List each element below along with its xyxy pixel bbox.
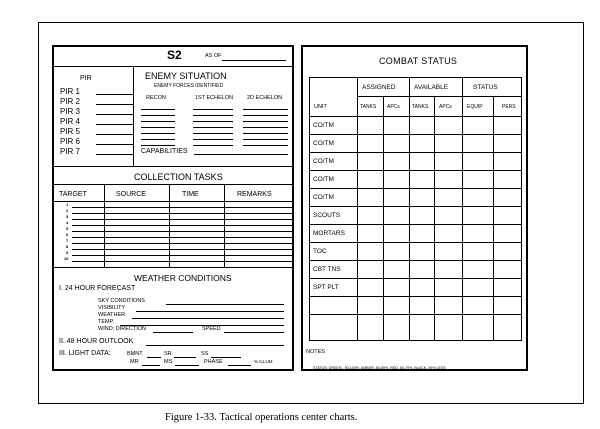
s2-title: S2 (167, 48, 182, 62)
collection-row-line (72, 213, 292, 214)
collection-row-line (72, 243, 292, 244)
weather-label: WEATHER (98, 312, 126, 318)
unit-row-label: SCOUTS (313, 212, 341, 219)
assigned-group-header: ASSIGNED (362, 84, 396, 91)
collection-row-line (72, 261, 292, 262)
unit-row-label: CO/TM (313, 140, 334, 147)
unit-row-label: SPT PLT (313, 284, 339, 291)
entry-line (193, 127, 233, 128)
available-apcs-header: APCs (439, 104, 452, 110)
row-number: 6 (66, 232, 69, 237)
row-number: 7 (66, 238, 69, 243)
bmnt-label: BMNT (127, 351, 143, 357)
figure-caption: Figure 1-33. Tactical operations center charts. (165, 412, 358, 423)
unit-row-label: CBT TNS (313, 266, 341, 273)
assigned-tanks-header: TANKS (360, 104, 377, 110)
collection-row-line (72, 237, 292, 238)
pir-section (54, 67, 134, 167)
row-number: 1 (66, 202, 69, 207)
unit-row-label: CO/TM (313, 176, 334, 183)
light-data-label: III. LIGHT DATA: (59, 350, 111, 357)
entry-line (193, 145, 233, 146)
unit-column-header: UNIT (314, 104, 327, 110)
entry-line (243, 115, 288, 116)
entry-line (141, 139, 175, 140)
pir-item: PIR 6 (60, 137, 80, 147)
visibility-label: VISIBILITY (98, 305, 126, 311)
available-tanks-header: TANKS (412, 104, 429, 110)
enemy-situation-title: ENEMY SITUATION (145, 71, 227, 81)
notes-label: NOTES (306, 349, 325, 355)
entry-line (141, 145, 175, 146)
pir-item: PIR 2 (60, 97, 80, 107)
pers-status-header: PERS (502, 104, 516, 110)
divider (54, 267, 292, 268)
divider (54, 184, 292, 185)
entry-line (243, 139, 288, 140)
divider (54, 201, 292, 202)
entry-line (193, 109, 233, 110)
row-number: 9 (66, 250, 69, 255)
time-column-header: TIME (182, 191, 199, 198)
collection-row-line (72, 231, 292, 232)
collection-row-line (72, 207, 292, 208)
unit-row-label: TOC (313, 248, 327, 255)
entry-line (193, 115, 233, 116)
wind-direction-label: WIND; DIRECTION (98, 326, 146, 332)
wind-speed-label: SPEED (202, 326, 221, 332)
sunset-label: SS (201, 351, 209, 357)
available-group-header: AVAILABLE (414, 84, 449, 91)
entry-line (141, 109, 175, 110)
temp-label: TEMP. (98, 319, 115, 325)
combat-status-table (309, 77, 522, 341)
entry-line (193, 121, 233, 122)
status-legend: STATUS: GREEN - 90-100%, AMBER- 80-89%, RED- 60-79%, BLACK- 59% LESS (313, 366, 446, 370)
row-number: 8 (66, 244, 69, 249)
unit-row-label: MORTARS (313, 230, 345, 237)
pir-item: PIR 5 (60, 127, 80, 137)
capabilities-label: CAPABILITIES (141, 148, 188, 155)
row-number: 3 (66, 214, 69, 219)
pir-item: PIR 4 (60, 117, 80, 127)
assigned-apcs-header: APCs (387, 104, 400, 110)
unit-row-label: CO/TM (313, 122, 334, 129)
pir-item: PIR 1 (60, 87, 80, 97)
entry-line (243, 127, 288, 128)
entry-line (141, 115, 175, 116)
entry-line (141, 121, 175, 122)
moon-phase-label: PHASE (204, 359, 223, 365)
outlook-48-label: II. 48 HOUR OUTLOOK (59, 338, 134, 345)
source-column-header: SOURCE (116, 191, 146, 198)
row-number: 10 (64, 256, 69, 261)
entry-line (243, 145, 288, 146)
entry-line (243, 121, 288, 122)
forecast-24-label: I. 24 HOUR FORECAST (59, 285, 136, 292)
row-number: 4 (66, 220, 69, 225)
weather-conditions-title: WEATHER CONDITIONS (134, 273, 232, 283)
entry-line (243, 133, 288, 134)
second-echelon-column-header: 2D ECHELON (247, 95, 283, 101)
as-of-field (222, 60, 286, 61)
pir-item: PIR 3 (60, 107, 80, 117)
s2-chart (52, 45, 294, 371)
collection-tasks-title: COLLECTION TASKS (134, 172, 223, 182)
collection-row-line (72, 225, 292, 226)
remarks-column-header: REMARKS (237, 191, 272, 198)
capabilities-field (194, 154, 288, 155)
status-group-header: STATUS (473, 84, 498, 91)
pir-item: PIR 7 (60, 147, 80, 157)
first-echelon-column-header: 1ST ECHELON (195, 95, 234, 101)
divider (54, 166, 292, 167)
collection-row-line (72, 249, 292, 250)
entry-line (243, 109, 288, 110)
entry-line (193, 133, 233, 134)
entry-line (193, 139, 233, 140)
recon-column-header: RECON (146, 95, 166, 101)
enemy-forces-subtitle: ENEMY FORCES IDENTIFIED (154, 83, 224, 89)
equip-status-header: EQUIP (467, 104, 483, 110)
combat-status-chart (301, 45, 528, 371)
illumination-label: % ILLUM (254, 359, 273, 364)
collection-row-line (72, 219, 292, 220)
as-of-label: AS OF (205, 53, 222, 59)
entry-line (141, 127, 175, 128)
pir-header: PIR (80, 75, 92, 82)
target-column-header: TARGET (59, 191, 87, 198)
moonset-label: MS (164, 359, 173, 365)
sky-conditions-label: SKY CONDITIONS (98, 298, 145, 304)
collection-row-line (72, 255, 292, 256)
moonrise-label: MR (130, 359, 139, 365)
s2-header (54, 47, 292, 65)
entry-line (141, 133, 175, 134)
sunrise-label: SR (164, 351, 172, 357)
row-number: 5 (66, 226, 69, 231)
row-number: 2 (66, 208, 69, 213)
unit-row-label: CO/TM (313, 158, 334, 165)
combat-status-title: COMBAT STATUS (379, 56, 458, 66)
unit-row-label: CO/TM (313, 194, 334, 201)
